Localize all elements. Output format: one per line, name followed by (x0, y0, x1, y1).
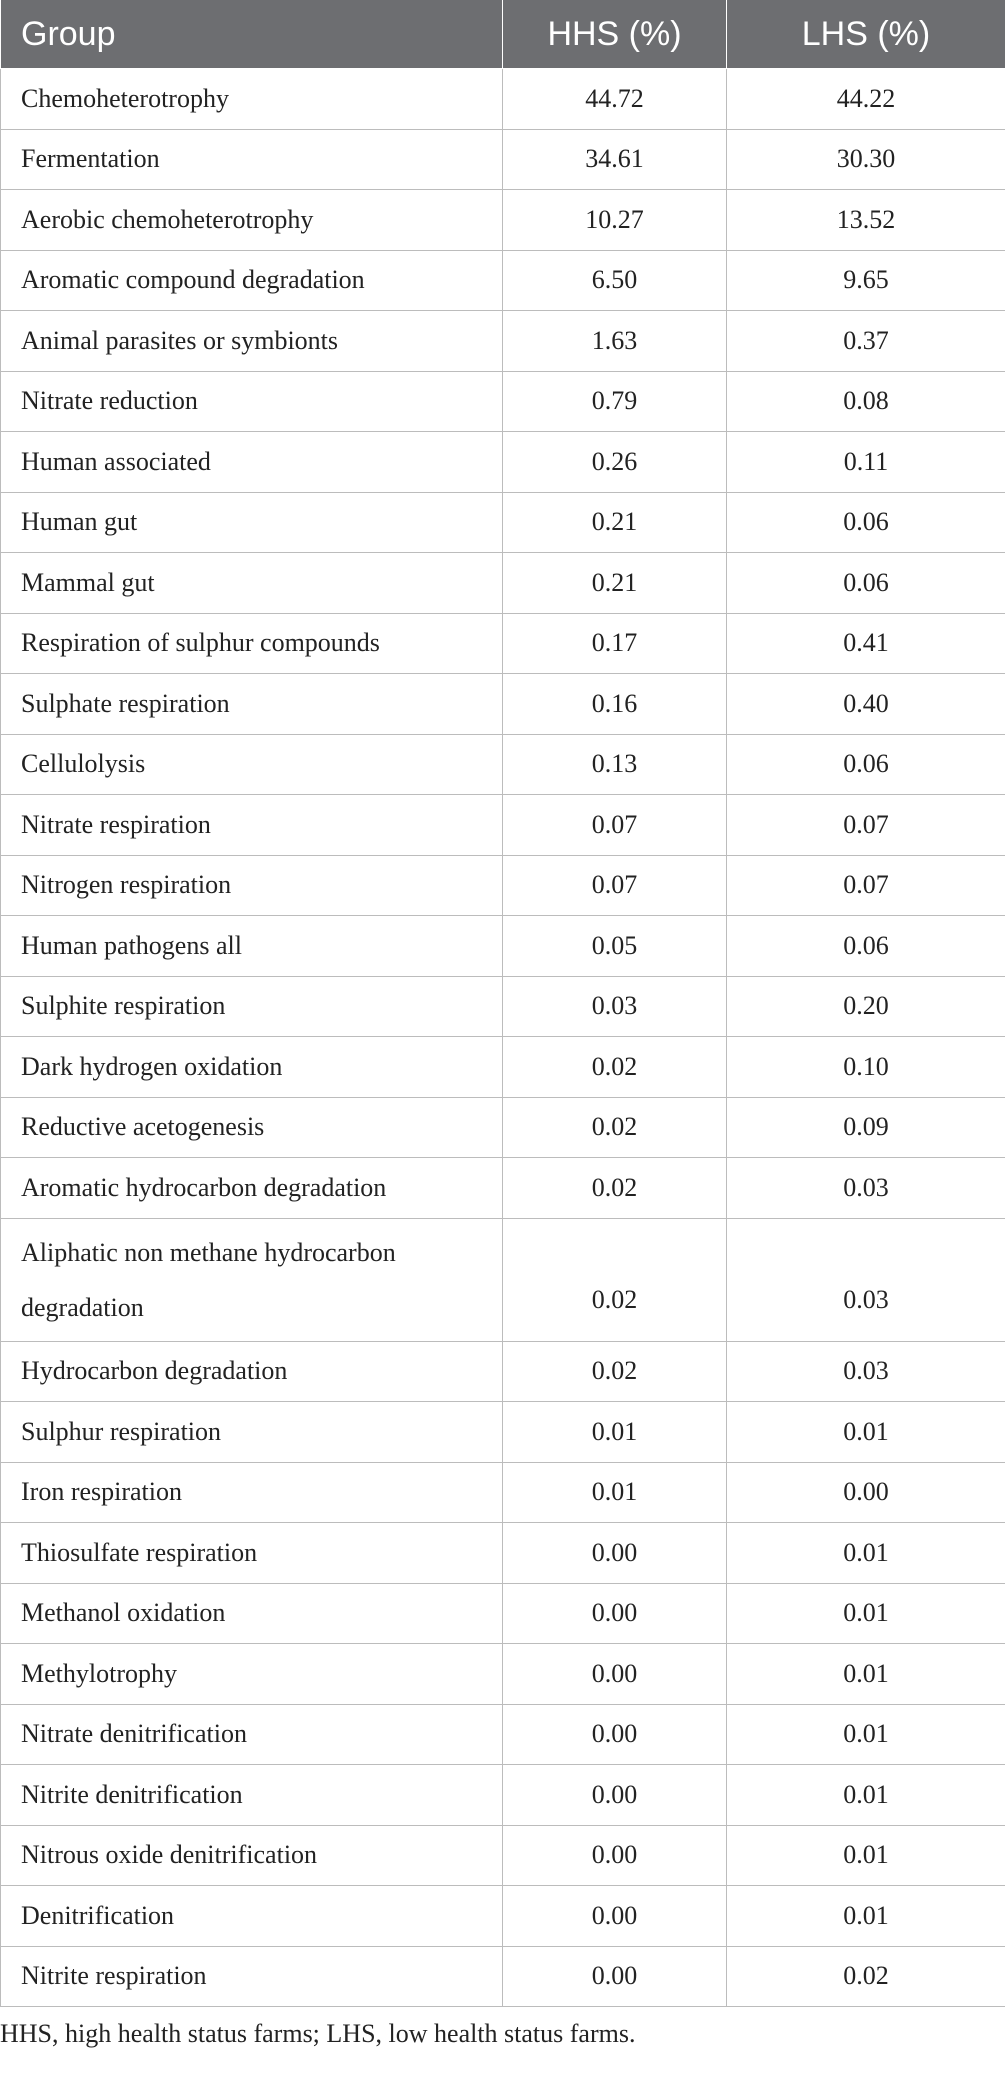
group-cell: Hydrocarbon degradation (1, 1341, 503, 1402)
group-cell: Human associated (1, 432, 503, 493)
table-row (1, 1704, 1005, 1765)
table-row (1, 1946, 1005, 2007)
lhs-value-cell: 0.09 (727, 1097, 1005, 1158)
group-cell: Aliphatic non methane hydrocarbon degradation (1, 1218, 503, 1341)
table-row (1, 734, 1005, 795)
hhs-value-cell: 0.21 (503, 553, 727, 614)
table-row (1, 855, 1005, 916)
lhs-value-cell: 0.07 (727, 855, 1005, 916)
group-cell: Animal parasites or symbionts (1, 311, 503, 372)
group-cell: Respiration of sulphur compounds (1, 613, 503, 674)
lhs-value-cell: 0.10 (727, 1037, 1005, 1098)
lhs-value-cell: 0.06 (727, 916, 1005, 977)
hhs-value-cell: 0.26 (503, 432, 727, 493)
hhs-value-cell: 0.01 (503, 1402, 727, 1463)
table-row (1, 613, 1005, 674)
hhs-value-cell: 0.03 (503, 976, 727, 1037)
table-row (1, 311, 1005, 372)
lhs-value-cell: 0.07 (727, 795, 1005, 856)
table-row (1, 250, 1005, 311)
hhs-value-cell: 0.00 (503, 1523, 727, 1584)
header-hhs: HHS (%) (503, 0, 727, 69)
table-row (1, 553, 1005, 614)
table-row (1, 69, 1005, 130)
table-body (1, 69, 1005, 2007)
hhs-value-cell: 0.79 (503, 371, 727, 432)
lhs-value-cell: 0.00 (727, 1462, 1005, 1523)
group-cell: Mammal gut (1, 553, 503, 614)
table-row (1, 1765, 1005, 1826)
lhs-value-cell: 0.06 (727, 553, 1005, 614)
hhs-value-cell: 0.02 (503, 1037, 727, 1098)
group-cell: Iron respiration (1, 1462, 503, 1523)
table-row (1, 1402, 1005, 1463)
group-cell: Nitrite respiration (1, 1946, 503, 2007)
table-row (1, 1462, 1005, 1523)
group-cell: Cellulolysis (1, 734, 503, 795)
table-row (1, 1037, 1005, 1098)
table-row (1, 1825, 1005, 1886)
lhs-value-cell: 0.01 (727, 1825, 1005, 1886)
lhs-value-cell: 0.01 (727, 1523, 1005, 1584)
lhs-value-cell: 0.03 (727, 1218, 1005, 1341)
lhs-value-cell: 0.02 (727, 1946, 1005, 2007)
table-row (1, 492, 1005, 553)
lhs-value-cell: 0.01 (727, 1644, 1005, 1705)
table-row (1, 1886, 1005, 1947)
lhs-value-cell: 9.65 (727, 250, 1005, 311)
header-lhs: LHS (%) (727, 0, 1005, 69)
hhs-value-cell: 0.00 (503, 1946, 727, 2007)
hhs-value-cell: 0.00 (503, 1825, 727, 1886)
lhs-value-cell: 0.40 (727, 674, 1005, 735)
hhs-value-cell: 0.13 (503, 734, 727, 795)
header-row (1, 0, 1005, 69)
group-cell: Nitrate denitrification (1, 1704, 503, 1765)
hhs-value-cell: 0.00 (503, 1644, 727, 1705)
hhs-value-cell: 0.02 (503, 1218, 727, 1341)
group-cell: Sulphur respiration (1, 1402, 503, 1463)
lhs-value-cell: 0.41 (727, 613, 1005, 674)
group-cell: Nitrous oxide denitrification (1, 1825, 503, 1886)
hhs-value-cell: 0.00 (503, 1765, 727, 1826)
table-row (1, 795, 1005, 856)
group-cell: Aromatic hydrocarbon degradation (1, 1158, 503, 1219)
hhs-value-cell: 0.21 (503, 492, 727, 553)
lhs-value-cell: 0.37 (727, 311, 1005, 372)
table-row (1, 1097, 1005, 1158)
table-header (1, 0, 1005, 69)
table-row (1, 916, 1005, 977)
table-row (1, 1523, 1005, 1584)
header-group: Group (1, 0, 503, 69)
group-cell: Dark hydrogen oxidation (1, 1037, 503, 1098)
lhs-value-cell: 0.01 (727, 1704, 1005, 1765)
hhs-value-cell: 0.02 (503, 1341, 727, 1402)
group-cell: Nitrate reduction (1, 371, 503, 432)
lhs-value-cell: 0.03 (727, 1158, 1005, 1219)
group-cell: Nitrite denitrification (1, 1765, 503, 1826)
group-cell: Human pathogens all (1, 916, 503, 977)
table-footnote: HHS, high health status farms; LHS, low health status farms. (0, 2019, 636, 2048)
lhs-value-cell: 0.03 (727, 1341, 1005, 1402)
lhs-value-cell: 13.52 (727, 190, 1005, 251)
group-cell: Nitrogen respiration (1, 855, 503, 916)
group-cell: Fermentation (1, 129, 503, 190)
hhs-value-cell: 0.07 (503, 855, 727, 916)
hhs-value-cell: 0.00 (503, 1583, 727, 1644)
hhs-value-cell: 44.72 (503, 69, 727, 130)
lhs-value-cell: 44.22 (727, 69, 1005, 130)
lhs-value-cell: 0.06 (727, 734, 1005, 795)
group-cell: Sulphite respiration (1, 976, 503, 1037)
table-row (1, 1218, 1005, 1341)
group-cell: Human gut (1, 492, 503, 553)
lhs-value-cell: 0.06 (727, 492, 1005, 553)
lhs-value-cell: 0.01 (727, 1402, 1005, 1463)
group-cell: Sulphate respiration (1, 674, 503, 735)
lhs-value-cell: 0.20 (727, 976, 1005, 1037)
hhs-value-cell: 6.50 (503, 250, 727, 311)
hhs-value-cell: 0.05 (503, 916, 727, 977)
hhs-value-cell: 0.07 (503, 795, 727, 856)
table-row (1, 1583, 1005, 1644)
group-cell: Denitrification (1, 1886, 503, 1947)
hhs-value-cell: 0.16 (503, 674, 727, 735)
table-row (1, 1341, 1005, 1402)
table-row (1, 129, 1005, 190)
hhs-value-cell: 34.61 (503, 129, 727, 190)
lhs-value-cell: 0.08 (727, 371, 1005, 432)
table-row (1, 674, 1005, 735)
lhs-value-cell: 30.30 (727, 129, 1005, 190)
lhs-value-cell: 0.01 (727, 1583, 1005, 1644)
hhs-value-cell: 0.00 (503, 1704, 727, 1765)
table-row (1, 190, 1005, 251)
hhs-value-cell: 10.27 (503, 190, 727, 251)
hhs-value-cell: 0.01 (503, 1462, 727, 1523)
group-cell: Methanol oxidation (1, 1583, 503, 1644)
hhs-value-cell: 0.00 (503, 1886, 727, 1947)
lhs-value-cell: 0.01 (727, 1886, 1005, 1947)
group-cell: Chemoheterotrophy (1, 69, 503, 130)
hhs-value-cell: 0.17 (503, 613, 727, 674)
lhs-value-cell: 0.01 (727, 1765, 1005, 1826)
table-row (1, 1644, 1005, 1705)
group-cell: Aromatic compound degradation (1, 250, 503, 311)
group-cell: Reductive acetogenesis (1, 1097, 503, 1158)
group-cell: Aerobic chemoheterotrophy (1, 190, 503, 251)
hhs-value-cell: 1.63 (503, 311, 727, 372)
table-row (1, 976, 1005, 1037)
table-row (1, 371, 1005, 432)
group-cell: Methylotrophy (1, 1644, 503, 1705)
group-cell: Thiosulfate respiration (1, 1523, 503, 1584)
group-cell: Nitrate respiration (1, 795, 503, 856)
hhs-value-cell: 0.02 (503, 1097, 727, 1158)
table-row (1, 432, 1005, 493)
table-row (1, 1158, 1005, 1219)
hhs-value-cell: 0.02 (503, 1158, 727, 1219)
lhs-value-cell: 0.11 (727, 432, 1005, 493)
